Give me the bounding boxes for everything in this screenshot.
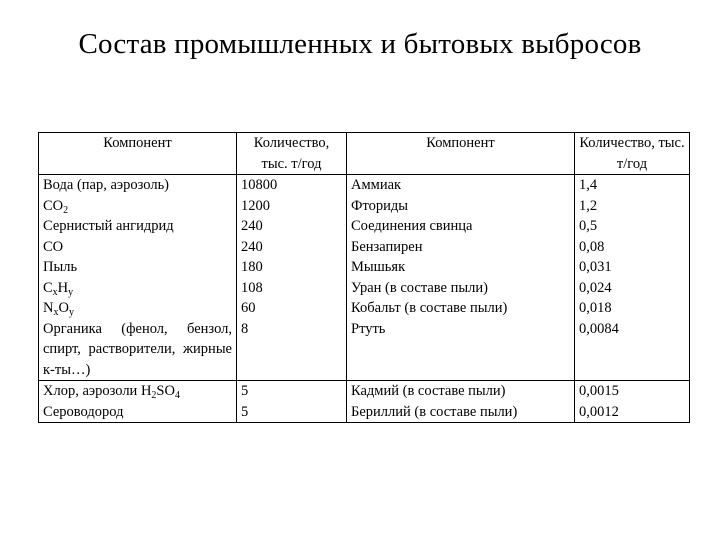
table-row <box>39 175 690 196</box>
cell-quantity: 60 <box>237 298 347 319</box>
header-quantity-2: Количество, тыс. т/год <box>575 133 690 175</box>
cell-component: Сернистый ангидрид <box>39 216 237 237</box>
cell-quantity: 0,0084 <box>575 319 690 381</box>
cell-quantity: 1200 <box>237 196 347 217</box>
table-row <box>39 381 690 402</box>
cell-quantity: 180 <box>237 257 347 278</box>
cell-quantity: 0,08 <box>575 237 690 258</box>
table-row <box>39 278 690 299</box>
cell-quantity: 0,0012 <box>575 402 690 423</box>
cell-quantity: 1,4 <box>575 175 690 196</box>
table-row <box>39 257 690 278</box>
cell-component: Бензапирен <box>347 237 575 258</box>
cell-quantity: 0,024 <box>575 278 690 299</box>
cell-quantity: 0,018 <box>575 298 690 319</box>
header-quantity-1: Количество, тыс. т/год <box>237 133 347 175</box>
cell-quantity: 10800 <box>237 175 347 196</box>
cell-component: Сероводород <box>39 402 237 423</box>
cell-component: Органика (фенол, бензол, спирт, растворители, жирные к-ты…) <box>39 319 237 381</box>
cell-component: $CO_2$ <box>39 196 237 217</box>
cell-quantity: 240 <box>237 216 347 237</box>
header-component-2: Компонент <box>347 133 575 175</box>
cell-component: Кадмий (в составе пыли) <box>347 381 575 402</box>
cell-quantity: 0,0015 <box>575 381 690 402</box>
cell-component: Аммиак <box>347 175 575 196</box>
cell-component: $N_xO_y$ <box>39 298 237 319</box>
table-row <box>39 402 690 423</box>
cell-quantity: 0,031 <box>575 257 690 278</box>
page-title: Состав промышленных и бытовых выбросов <box>78 28 642 60</box>
cell-component: Вода (пар, аэрозоль) <box>39 175 237 196</box>
cell-component: Уран (в составе пыли) <box>347 278 575 299</box>
cell-component: Ртуть <box>347 319 575 381</box>
cell-component: $C_xH_y$ <box>39 278 237 299</box>
cell-component: Пыль <box>39 257 237 278</box>
cell-component: Фториды <box>347 196 575 217</box>
table-row <box>39 196 690 217</box>
table-row <box>39 237 690 258</box>
cell-quantity: 5 <box>237 381 347 402</box>
table-header-row <box>39 133 690 175</box>
cell-quantity: 5 <box>237 402 347 423</box>
cell-component: Мышьяк <box>347 257 575 278</box>
cell-component: Соединения свинца <box>347 216 575 237</box>
table-row <box>39 298 690 319</box>
cell-quantity: 108 <box>237 278 347 299</box>
cell-quantity: 1,2 <box>575 196 690 217</box>
emissions-table <box>38 132 690 423</box>
cell-component: Кобальт (в составе пыли) <box>347 298 575 319</box>
cell-quantity: 240 <box>237 237 347 258</box>
cell-component: Хлор, аэрозоли $H_2SO_4$ <box>39 381 237 402</box>
cell-quantity: 8 <box>237 319 347 381</box>
cell-component: Бериллий (в составе пыли) <box>347 402 575 423</box>
table-row <box>39 319 690 381</box>
cell-quantity: 0,5 <box>575 216 690 237</box>
table-row <box>39 216 690 237</box>
header-component-1: Компонент <box>39 133 237 175</box>
cell-component: CO <box>39 237 237 258</box>
